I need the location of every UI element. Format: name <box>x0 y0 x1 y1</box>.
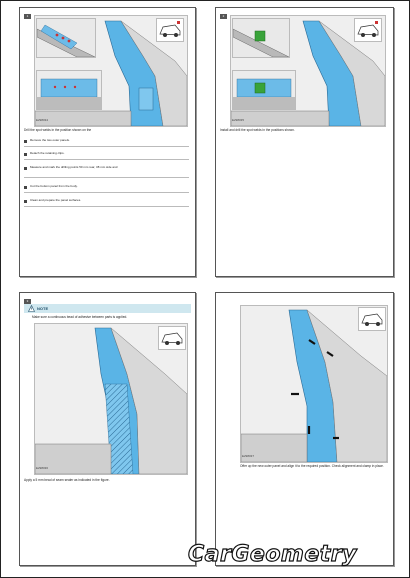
note-text: Make sure a continuous bead of adhesive between parts is applied. <box>32 315 128 319</box>
step-row: Detach the retaining clips. <box>24 151 189 160</box>
car-locator-icon <box>157 19 183 41</box>
note-box <box>24 304 191 313</box>
car-locator-inset <box>354 18 382 42</box>
car-locator-inset <box>158 326 186 350</box>
instruction-text: Drill the spot welds in the position shown on the <box>24 128 92 132</box>
step-row: Measure and mark the drilling points 50 mm rear, 38 mm side and <box>24 165 189 178</box>
car-locator-icon <box>359 308 385 330</box>
detail-inset-bottom <box>232 70 296 110</box>
figure-id: E298037 <box>242 454 255 458</box>
watermark-text: CarGeometry <box>188 542 357 567</box>
figure-id: E298034 <box>36 118 49 122</box>
manual-page-3 <box>19 292 196 566</box>
detail-inset-drawing <box>233 71 295 109</box>
detail-inset-drawing <box>37 19 95 57</box>
manual-page-4 <box>215 292 394 566</box>
car-locator-inset <box>156 18 184 42</box>
figure-id: E298035 <box>232 118 245 122</box>
detail-inset-bottom <box>36 70 102 110</box>
car-locator-icon <box>355 19 381 41</box>
cargeometry-watermark-logo <box>188 542 400 570</box>
detail-inset-top <box>36 18 96 58</box>
detail-inset-drawing <box>37 71 101 109</box>
step-row: Cut the bottom panel from the body. <box>24 184 189 193</box>
figure-id: E298036 <box>36 466 49 470</box>
step-row: Clean and prepare the panel surfaces. <box>24 198 189 207</box>
warning-icon <box>28 305 35 312</box>
detail-inset-drawing <box>233 19 289 57</box>
instruction-text: Install and drill the spot welds in the positions shown. <box>220 128 295 132</box>
step-number: 3 <box>24 299 31 304</box>
detail-inset-top <box>232 18 290 58</box>
note-label: NOTE <box>37 306 49 311</box>
step-number: 2 <box>220 14 227 19</box>
manual-page-1 <box>19 7 196 277</box>
car-locator-inset <box>358 307 386 331</box>
step-number: 1 <box>24 14 31 19</box>
instruction-text: Offer up the new outer panel and align it to the required position. Check alignment and clamp in place. <box>240 464 384 468</box>
car-locator-icon <box>159 327 185 349</box>
step-row: Remove the two outer panels. <box>24 138 189 147</box>
instruction-text: Apply a 5 mm bead of seam sealer as indicated in the figure. <box>24 478 110 482</box>
manual-page-2 <box>215 7 394 277</box>
